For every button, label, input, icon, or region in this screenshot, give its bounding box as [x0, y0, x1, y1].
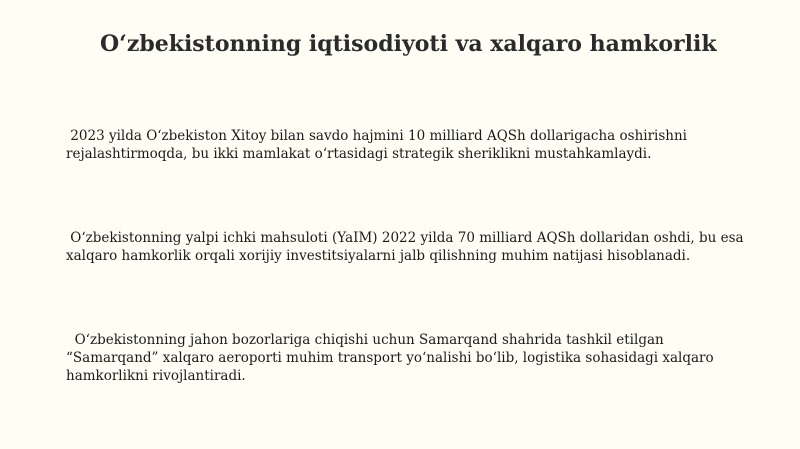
- slide-title: O‘zbekistonning iqtisodiyoti va xalqaro hamkorlik: [100, 31, 717, 57]
- paragraph-gdp: O‘zbekistonning yalpi ichki mahsuloti (YaIM) 2022 yilda 70 milliard AQSh dollaridan oshdi, bu esa xalqaro hamkorlik orqali xorijiy investitsiyalarni jalb qilishning muhim natijasi hisoblanadi.: [66, 230, 748, 264]
- paragraph-trade-china: 2023 yilda O‘zbekiston Xitoy bilan savdo hajmini 10 milliard AQSh dollarigacha oshirishni rejalashtirmoqda, bu ikki mamlakat o‘rtasidagi strategik sheriklikni mustahkamlaydi.: [66, 128, 692, 162]
- paragraph-samarkand-airport: O‘zbekistonning jahon bozorlariga chiqishi uchun Samarqand shahrida tashkil etilgan “Samarqand” xalqaro aeroporti muhim transport yo‘nalishi bo‘lib, logistika sohasidagi xalqaro hamkorlikni rivojlantiradi.: [66, 332, 718, 384]
